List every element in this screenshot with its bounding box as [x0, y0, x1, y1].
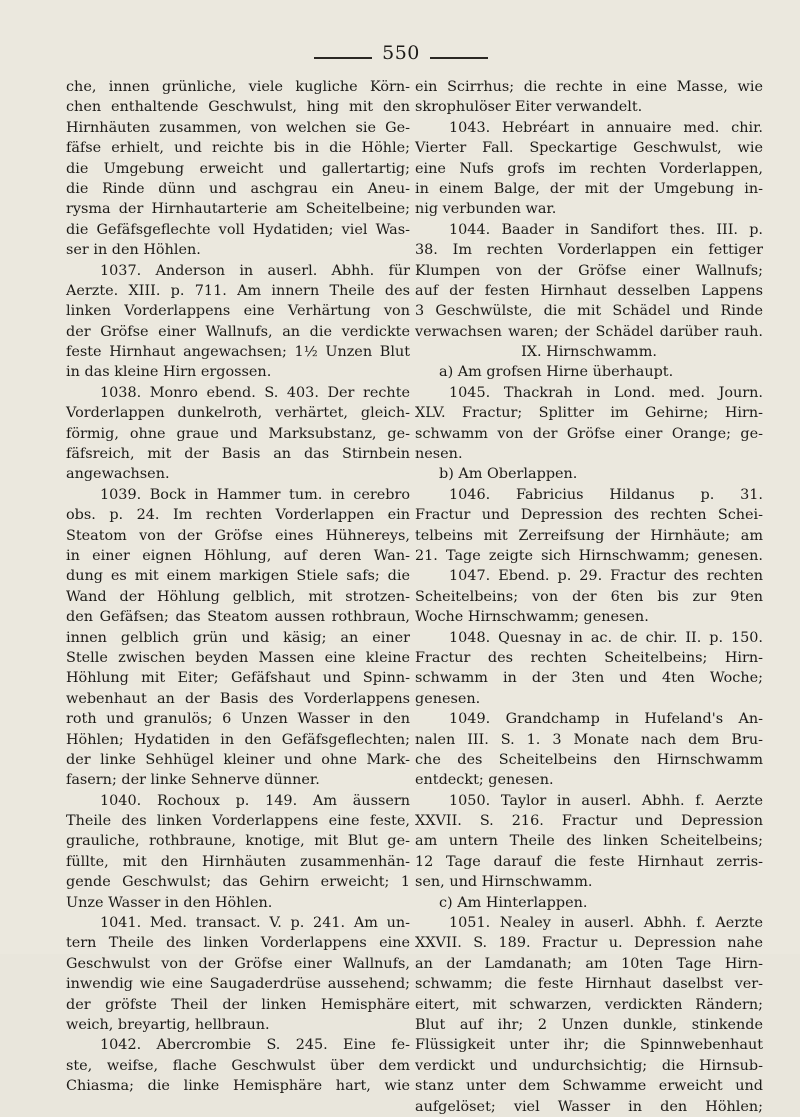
text-line: 1045. Thackrah in Lond. med. Journ. [449, 384, 763, 401]
text-line: 1049. Grandchamp in Hufeland's An- [449, 711, 763, 728]
text-line: a) Am grofsen Hirne überhaupt. [439, 364, 674, 381]
text-line: Scheitelbeins; von der 6ten bis zur 9ten [415, 588, 763, 605]
text-line: che, innen grünliche, viele kugliche Körn- [66, 79, 410, 95]
text-line: Vorderlappen dunkelroth, verhärtet, gleich- [66, 405, 410, 422]
text-line: schwamm von der Gröfse einer Orange; ge- [415, 425, 763, 442]
text-line: Klumpen von der Gröfse einer Wallnufs; [415, 262, 763, 279]
text-line: fäfsreich, mit der Basis an das Stirnbein [66, 446, 410, 463]
text-line: schwamm; die feste Hirnhaut daselbst ver- [415, 976, 763, 993]
text-line: Aerzte. XIII. p. 711. Am innern Theile des [66, 282, 410, 299]
header-rule-left [314, 57, 372, 59]
text-line: chen enthaltende Geschwulst, hing mit den [66, 99, 410, 116]
text-line: Fractur und Depression des rechten Schei- [415, 507, 763, 524]
text-line: nalen III. S. 1. 3 Monate nach dem Bru- [415, 731, 763, 748]
text-line: telbeins mit Zerreifsung der Hirnhäute; am [415, 527, 763, 544]
text-line: tern Theile des linken Vorderlappens eine [66, 935, 410, 952]
header-rule-right [430, 57, 488, 59]
text-line: 38. Im rechten Vorderlappen ein fettiger [415, 242, 763, 259]
text-line: b) Am Oberlappen. [439, 466, 578, 483]
text-line: verdickt und undurchsichtig; die Hirnsub- [415, 1057, 763, 1074]
text-line: an der Lamdanath; am 10ten Tage Hirn- [415, 955, 763, 972]
text-line: entdeckt; genesen. [415, 772, 554, 789]
text-line: 1042. Abercrombie S. 245. Eine fe- [100, 1037, 410, 1054]
text-line: 3 Geschwülste, die mit Schädel und Rinde [415, 303, 763, 320]
text-line: in einer eignen Höhlung, auf deren Wan- [66, 547, 410, 564]
text-line: verwachsen waren; der Schädel darüber rauh. [415, 323, 763, 340]
text-line: 1038. Monro ebend. S. 403. Der rechte [100, 384, 410, 401]
left-column [66, 77, 410, 1097]
text-line: Steatom von der Gröfse eines Hühnereys, [66, 527, 410, 544]
text-line: 1048. Quesnay in ac. de chir. II. p. 150. [449, 629, 763, 646]
text-line: 21. Tage zeigte sich Hirnschwamm; genesen. [415, 547, 763, 564]
text-line: nesen. [415, 446, 463, 463]
text-line: angewachsen. [66, 466, 170, 483]
text-line: Fractur des rechten Scheitelbeins; Hirn- [415, 649, 763, 666]
text-line: 1046. Fabricius Hildanus p. 31. [449, 486, 763, 503]
text-line: Blut auf ihr; 2 Unzen dunkle, stinkende [415, 1016, 763, 1033]
text-line: der Gröfse einer Wallnufs, an die verdickte [66, 323, 410, 340]
text-line: stanz unter dem Schwamme erweicht und [415, 1078, 763, 1095]
text-line: che des Scheitelbeins den Hirnschwamm [415, 751, 763, 768]
text-line: grauliche, rothbraune, knotige, mit Blut ge- [66, 833, 410, 850]
text-line: dung es mit einem markigen Stiele safs; die [66, 568, 410, 585]
text-line: 1039. Bock in Hammer tum. in cerebro [100, 486, 410, 503]
text-line: schwamm in der 3ten und 4ten Woche; [415, 670, 763, 687]
text-line: fasern; der linke Sehnerve dünner. [66, 772, 320, 789]
text-line: gende Geschwulst; das Gehirn erweicht; 1 [66, 874, 410, 891]
text-line: sen, und Hirnschwamm. [415, 874, 593, 891]
text-line: Hirnhäuten zusammen, von welchen sie Ge- [66, 119, 410, 136]
text-line: feste Hirnhaut angewachsen; 1½ Unzen Blut [66, 344, 410, 361]
text-line: 1043. Hebréart in annuaire med. chir. [449, 119, 763, 136]
text-line: den Gefäfsen; das Steatom aussen rothbraun, [66, 609, 410, 626]
text-line: der gröfste Theil der linken Hemisphäre [66, 996, 410, 1013]
text-line: Chiasma; die linke Hemisphäre hart, wie [66, 1078, 410, 1095]
text-line: webenhaut an der Basis des Vorderlappens [66, 690, 410, 707]
text-line: die Gefäfsgeflechte voll Hydatiden; viel Was- [66, 221, 410, 238]
text-line: förmig, ohne graue und Marksubstanz, ge- [66, 425, 410, 442]
text-line: auf der festen Hirnhaut desselben Lappens [415, 282, 763, 299]
text-line: genesen. [415, 690, 481, 707]
text-line: 1044. Baader in Sandifort thes. III. p. [449, 221, 763, 238]
text-line: obs. p. 24. Im rechten Vorderlappen ein [66, 507, 410, 524]
text-line: in das kleine Hirn ergossen. [66, 364, 272, 381]
text-line: Vierter Fall. Speckartige Geschwulst, wie [415, 140, 763, 157]
text-line: Woche Hirnschwamm; genesen. [415, 609, 649, 626]
text-line: XXVII. S. 216. Fractur und Depression [415, 813, 763, 830]
text-line: 1041. Med. transact. V. p. 241. Am un- [100, 915, 410, 932]
text-line: roth und granulös; 6 Unzen Wasser in den [66, 711, 410, 728]
text-line: 12 Tage darauf die feste Hirnhaut zerris- [415, 853, 763, 870]
text-line: ser in den Höhlen. [66, 242, 201, 259]
text-line: IX. Hirnschwamm. [521, 344, 657, 361]
text-line: in einem Balge, der mit der Umgebung in- [415, 180, 763, 197]
text-line: fäfse erhielt, und reichte bis in die Höhle; [66, 140, 410, 157]
text-line: Höhlen; Hydatiden in den Gefäfsgeflechten; [66, 731, 410, 748]
text-line: aufgelöset; viel Wasser in den Höhlen; [415, 1098, 763, 1115]
right-column [415, 77, 763, 1117]
text-line: 1040. Rochoux p. 149. Am äussern [100, 792, 410, 809]
text-line: c) Am Hinterlappen. [439, 894, 588, 911]
text-line: ein Scirrhus; die rechte in eine Masse, wie [415, 79, 763, 95]
text-line: weich, breyartig, hellbraun. [66, 1016, 270, 1033]
text-line: rysma der Hirnhautarterie am Scheitelbeine; [66, 201, 410, 218]
text-line: der linke Sehhügel kleiner und ohne Mark- [66, 751, 410, 768]
page-number: 550 [382, 42, 420, 64]
text-line: Unze Wasser in den Höhlen. [66, 894, 273, 911]
text-line: 1050. Taylor in auserl. Abhh. f. Aerzte [449, 792, 763, 809]
text-line: 1051. Nealey in auserl. Abhh. f. Aerzte [449, 915, 763, 932]
text-line: Stelle zwischen beyden Massen eine kleine [66, 649, 410, 666]
text-line: nig verbunden war. [415, 201, 557, 218]
text-line: füllte, mit den Hirnhäuten zusammenhän- [66, 853, 410, 870]
text-line: Flüssigkeit unter ihr; die Spinnwebenhaut [415, 1037, 763, 1054]
text-line: XXVII. S. 189. Fractur u. Depression nahe [415, 935, 763, 952]
page-header [0, 42, 800, 72]
text-line: eine Nufs grofs im rechten Vorderlappen, [415, 160, 763, 177]
text-line: skrophulöser Eiter verwandelt. [415, 99, 643, 116]
text-line: inwendig wie eine Saugaderdrüse aussehend; [66, 976, 410, 993]
text-line: die Rinde dünn und aschgrau ein Aneu- [66, 180, 410, 197]
text-line: am untern Theile des linken Scheitelbeins; [415, 833, 763, 850]
text-line: die Umgebung erweicht und gallertartig; [66, 160, 410, 177]
text-line: ste, weifse, flache Geschwulst über dem [66, 1057, 410, 1074]
text-line: linken Vorderlappens eine Verhärtung von [66, 303, 410, 320]
text-line: 1037. Anderson in auserl. Abhh. für [100, 262, 410, 279]
text-line: innen gelblich grün und käsig; an einer [66, 629, 410, 646]
text-line: eitert, mit schwarzen, verdickten Rändern; [415, 996, 763, 1013]
text-line: Höhlung mit Eiter; Gefäfshaut und Spinn- [66, 670, 410, 687]
text-line: Geschwulst von der Gröfse einer Wallnufs, [66, 955, 410, 972]
text-line: XLV. Fractur; Splitter im Gehirne; Hirn- [415, 405, 763, 422]
text-line: Wand der Höhlung gelblich, mit strotzen- [66, 588, 410, 605]
text-line: 1047. Ebend. p. 29. Fractur des rechten [449, 568, 763, 585]
text-line: Theile des linken Vorderlappens eine feste, [66, 813, 410, 830]
